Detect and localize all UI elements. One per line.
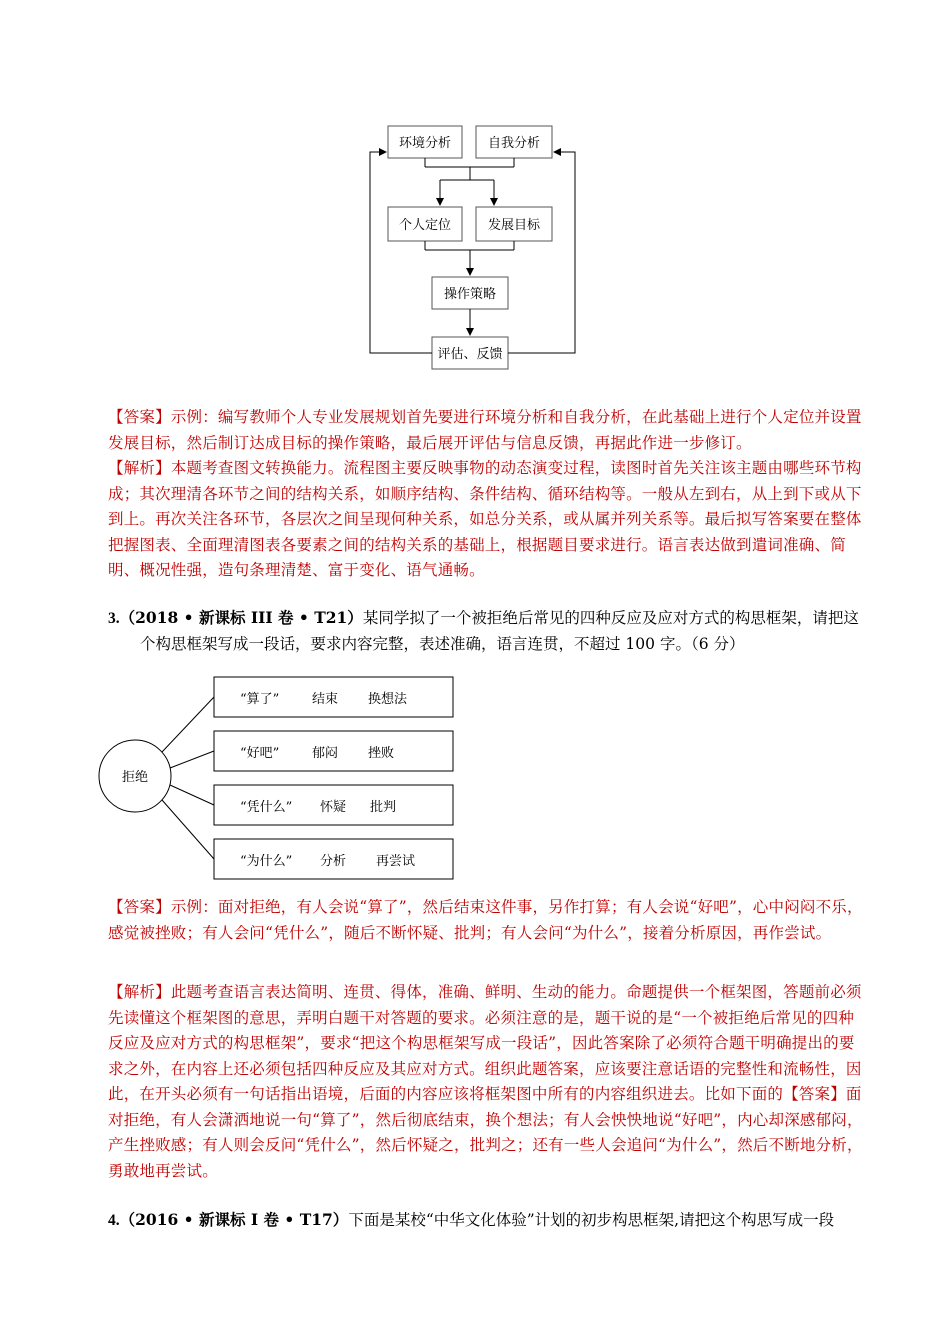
branch-4-response: 再尝试 (376, 854, 416, 869)
label-evaluation: 评估、反馈 (437, 347, 503, 362)
analysis-tag: 【解析】 (108, 983, 171, 1001)
question-4-text: 下面是某校“中华文化体验”计划的初步构思框架,请把这个构思写成一段 (348, 1211, 835, 1229)
label-env-analysis: 环境分析 (398, 136, 452, 151)
branch-2-reaction: 郁闷 (312, 746, 339, 761)
analysis-3-text-a: 此题考查语言表达简明、连贯、得体，准确、鲜明、生动的能力。命题提供一个框架图，答题前必须先读懂这个框架图的意思，弄明白题干对答题的要求。必须注意的是，题干说的是“一个被拒绝后常见的四种反应及应对方式的构思框架”，要求“把这个构思框架写成一段话”，因此答案除了必须符合题干明确提出的要求之外，在内容上还必须包括四种反应及其应对方式。组织此题答案，应该要注意话语的完整性和流畅性，因此，在开头必须有一句话指出语境，后面的内容应该将框架图中所有的内容组织进去。比如下面的 (108, 983, 862, 1103)
answer-1-text: 示例：编写教师个人专业发展规划首先要进行环境分析和自我分析，在此基础上进行个人定位并设置发展目标，然后制订达成目标的操作策略，最后展开评估与信息反馈，再据此作进一步修订。 (108, 408, 862, 452)
inner-answer-tag: 【答案】 (783, 1085, 846, 1103)
branch-3-phrase: “凭什么” (240, 800, 293, 815)
answer-3 (108, 895, 868, 946)
question-source: （2016 • 新课标 I 卷 • T17） (119, 1210, 349, 1229)
branch-4-phrase: “为什么” (240, 854, 293, 869)
question-number: 4. (108, 1212, 120, 1229)
branch-3-reaction: 怀疑 (320, 800, 347, 815)
branch-4-reaction: 分析 (320, 854, 347, 869)
analysis-tag: 【解析】 (108, 459, 171, 477)
analysis-1-text: 本题考查图文转换能力。流程图主要反映事物的动态演变过程，读图时首先关注该主题由哪些环节构成；其次理清各环节之间的结构关系，如顺序结构、条件结构、循环结构等。一般从左到右，从上到下或从下到上。再次关注各环节，各层次之间呈现何种关系，如总分关系，或从属并列关系等。最后拟写答案要在整体把握图表、全面理清图表各要素之间的结构关系的基础上，根据题目要求进行。语言表达做到遣词准确、简明、概况性强，造句条理清楚、富于变化、语气通畅。 (108, 459, 862, 579)
question-source: （2018 • 新课标 III 卷 • T21） (119, 608, 363, 627)
branch-2-response: 挫败 (368, 746, 395, 761)
branch-1-reaction: 结束 (312, 692, 339, 707)
question-3-line1: 某同学拟了一个被拒绝后常见的四种反应及应对方式的构思框架，请把这 (362, 609, 859, 627)
question-3-line2: 个构思框架写成一段话，要求内容完整，表述准确，语言连贯，不超过 100 字。（6 分） (140, 634, 745, 653)
answer-3-text: 示例：面对拒绝，有人会说“算了”，然后结束这件事，另作打算；有人会说“好吧”，心中闷闷不乐，感觉被挫败；有人会问“凭什么”，随后不断怀疑、批判；有人会问“为什么”，接着分析原因，再作尝试。 (108, 898, 863, 942)
question-4 (108, 1207, 878, 1234)
mindmap-center-label: 拒绝 (121, 770, 149, 785)
analysis-3 (108, 980, 868, 1184)
label-self-analysis: 自我分析 (487, 136, 541, 151)
branch-1-response: 换想法 (368, 692, 408, 707)
answer-tag: 【答案】 (108, 898, 171, 916)
label-strategy: 操作策略 (443, 287, 497, 302)
branch-1-phrase: “算了” (240, 692, 280, 707)
analysis-3-text-b: 面对拒绝，有人会潇洒地说一句“算了”，然后彻底结束，换个想法；有人会怏怏地说“好吧”，内心却深感郁闷，产生挫败感；有人则会反问“凭什么”，然后怀疑之，批判之；还有一些人会追问“为什么”，然后不断地分析，勇敢地再尝试。 (108, 1085, 863, 1180)
label-personal-position: 个人定位 (398, 218, 452, 233)
question-number: 3. (108, 610, 120, 627)
label-dev-goal: 发展目标 (487, 218, 541, 233)
branch-3-response: 批判 (370, 800, 397, 815)
branch-2-phrase: “好吧” (240, 746, 280, 761)
answer-tag: 【答案】 (108, 408, 171, 426)
